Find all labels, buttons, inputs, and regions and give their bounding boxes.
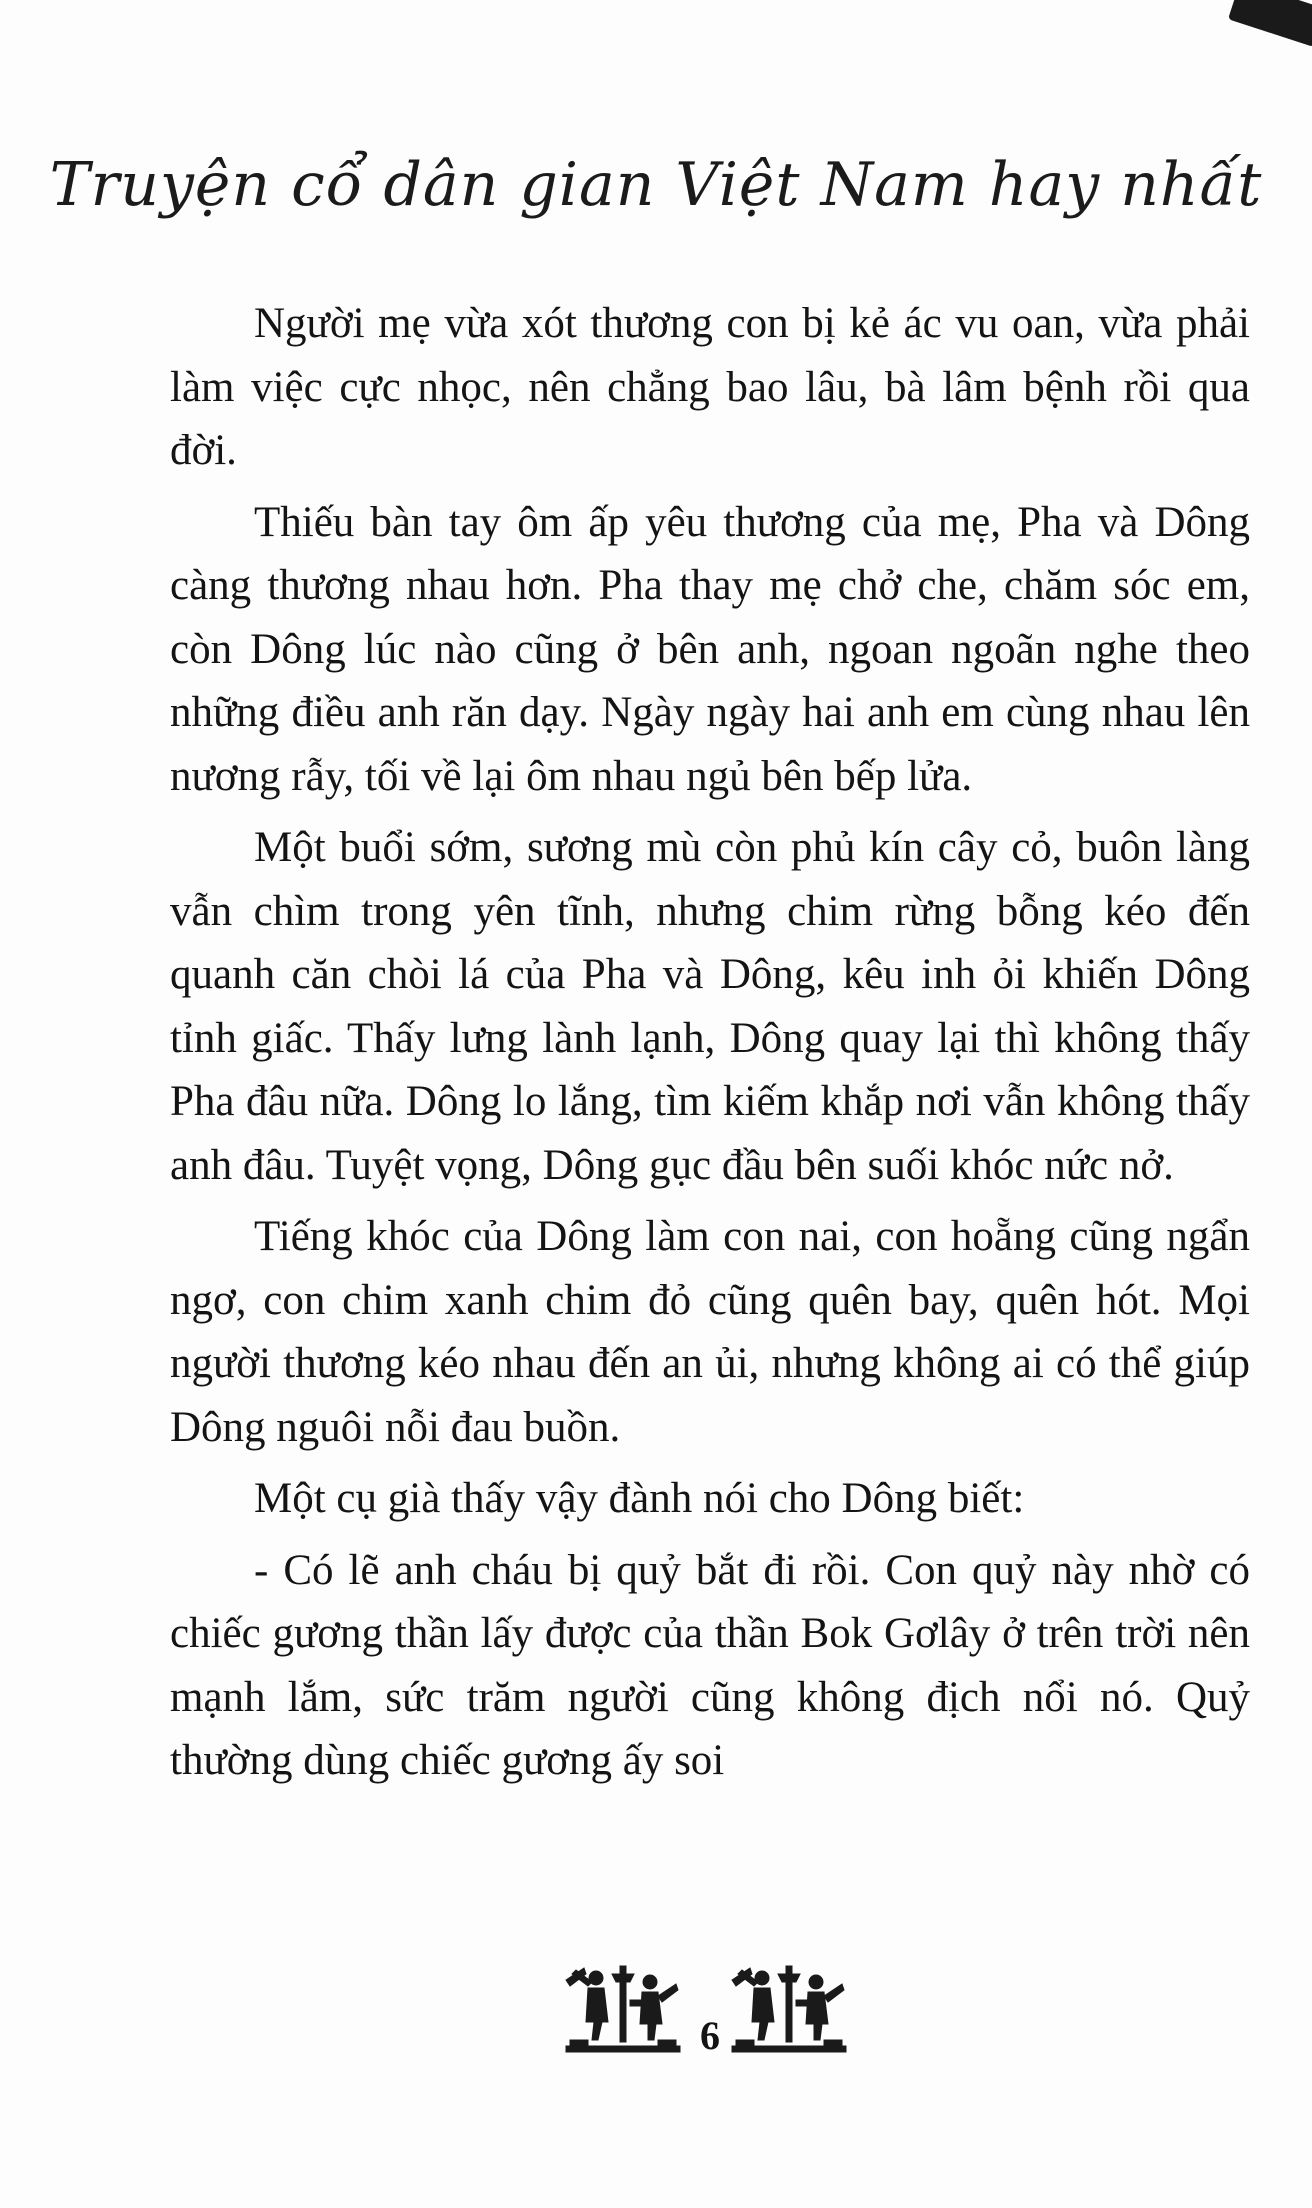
paragraph-4: Tiếng khóc của Dông làm con nai, con hoẵng cũng ngẩn ngơ, con chim xanh chim đỏ cũng quên bay, quên hót. Mọi người thương kéo nhau đến an ủi, nhưng không ai có thể giúp Dông nguôi nỗi đau buồn. xyxy=(170,1213,1250,1451)
paragraph-3: Một buổi sớm, sương mù còn phủ kín cây cỏ, buôn làng vẫn chìm trong yên tĩnh, nhưng chim rừng bỗng kéo đến quanh căn chòi lá của Pha và Dông, kêu inh ỏi khiến Dông tỉnh giấc. Thấy lưng lành lạnh, Dông quay lại thì không thấy Pha đâu nữa. Dông lo lắng, tìm kiếm khắp nơi vẫn không thấy anh đâu. Tuyệt vọng, Dông gục đầu bên suối khóc nức nở. xyxy=(170,824,1250,1189)
story-body xyxy=(170,292,1250,1793)
folk-dancer-ornament-icon xyxy=(724,1960,854,2060)
paragraph-5: Một cụ già thấy vậy đành nói cho Dông biết: xyxy=(254,1475,1025,1522)
running-header-title: Truyện cổ dân gian Việt Nam hay nhất xyxy=(49,150,1263,220)
page-number: 6 xyxy=(700,2013,720,2058)
scan-corner-mark xyxy=(1228,0,1312,47)
paragraph-6: - Có lẽ anh cháu bị quỷ bắt đi rồi. Con quỷ này nhờ có chiếc gương thần lấy được của thần Bok Gơlây ở trên trời nên mạnh lắm, sức trăm người cũng không địch nổi nó. Quỷ thường dùng chiếc gương ấy soi xyxy=(170,1546,1250,1784)
page-footer xyxy=(0,1960,1312,2060)
paragraph-2: Thiếu bàn tay ôm ấp yêu thương của mẹ, Pha và Dông càng thương nhau hơn. Pha thay mẹ chở che, chăm sóc em, còn Dông lúc nào cũng ở bên anh, ngoan ngoãn nghe theo những điều anh răn dạy. Ngày ngày hai anh em cùng nhau lên nương rẫy, tối về lại ôm nhau ngủ bên bếp lửa. xyxy=(170,498,1250,800)
folk-dancer-ornament-icon xyxy=(558,1960,688,2060)
paragraph-1: Người mẹ vừa xót thương con bị kẻ ác vu oan, vừa phải làm việc cực nhọc, nên chẳng bao lâu, bà lâm bệnh rồi qua đời. xyxy=(170,300,1250,474)
